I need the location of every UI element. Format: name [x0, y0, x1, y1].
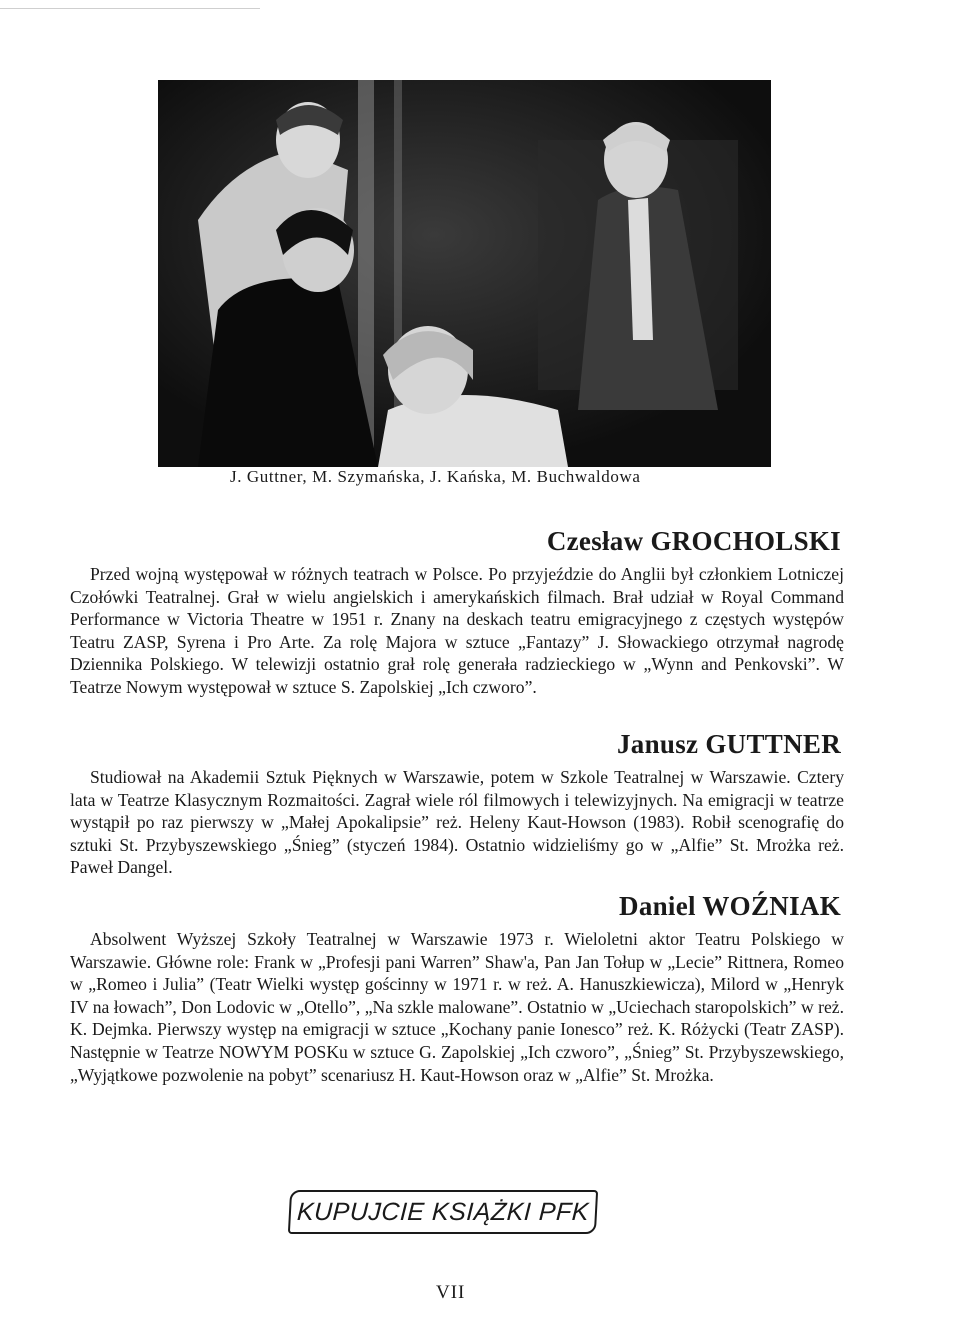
bio-paragraph-guttner [70, 766, 844, 879]
bio-paragraph-grocholski [70, 563, 844, 699]
photo-caption: J. Guttner, M. Szymańska, J. Kańska, M. Buchwaldowa [230, 467, 641, 486]
stage-photo [158, 80, 771, 467]
bio-text-grocholski: Przed wojną występował w różnych teatrach w Polsce. Po przyjeździe do Anglii był członkiem Lotniczej Czołówki Teatralnej. Grał w wielu angielskich i amerykańskich filmach. Brał udział w Royal Command Performance w Victoria Theatre w 1951 r. Znany na deskach teatru emigracyjnego z częstych występów Teatru ZASP, Syrena i Pro Arte. Za rolę Majora w sztuce „Fantazy” J. Słowackiego otrzymał nagrodę Dziennika Polskiego. W telewizji ostatnio grał rolę generała radzieckiego w „Wynn and Penkovski”. W Teatrze Nowym występował w sztuce S. Zapolskiej „Ich czworo”. [70, 564, 844, 697]
footer-slogan-box [288, 1190, 598, 1234]
footer-slogan: KUPUJCIE KSIĄŻKI PFK [296, 1197, 590, 1226]
bio-paragraph-wozniak [70, 928, 844, 1086]
page-number: VII [436, 1282, 466, 1303]
bio-text-guttner: Studiował na Akademii Sztuk Pięknych w Warszawie, potem w Szkole Teatralnej w Warszawie. Cztery lata w Teatrze Klasycznym Rozmaitości. Zagrał wiele ról filmowych i telewizyjnych. Na emigracji w teatrze wystąpił po raz pierwszy w „Małej Apokalipsie” reż. Heleny Kaut-Howson (1983). Robił scenografię do sztuki St. Przybyszewskiego „Śnieg” (styczeń 1984). Ostatnio widzieliśmy go w „Alfie” St. Mrożka reż. Paweł Dangel. [70, 767, 844, 878]
bio-heading-grocholski: Czesław GROCHOLSKI [546, 526, 841, 556]
bio-heading-guttner: Janusz GUTTNER [617, 729, 841, 759]
top-rule [0, 8, 260, 9]
bio-text-wozniak: Absolwent Wyższej Szkoły Teatralnej w Warszawie 1973 r. Wieloletni aktor Teatru Polskiego w Warszawie. Główne role: Frank w „Profesji pani Warren” Shaw'a, Pan Jan Tołup w „Lecie” Rittnera, Romeo w „Romeo i Julia” (Teatr Wielki występ gościnny w 1971 r. w reż. A. Hanuszkiewicza), Milord w „Henryk IV na łowach”, Don Lodovic w „Otello”, „Na szkle malowane”. Ostatnio w „Uciechach staropolskich” w reż. K. Dejmka. Pierwszy występ na emigracji w sztuce „Kochany panie Ionesco” reż. K. Różycki (Teatr ZASP). Następnie w Teatrze NOWYM POSKu w sztuce G. Zapolskiej „Ich czworo”, „Śnieg” St. Przybyszewskiego, „Wyjątkowe pozwolenie na pobyt” scenariusz H. Kaut-Howson oraz w „Alfie” St. Mrożka. [70, 929, 844, 1085]
bio-heading-wozniak: Daniel WOŹNIAK [619, 891, 841, 921]
